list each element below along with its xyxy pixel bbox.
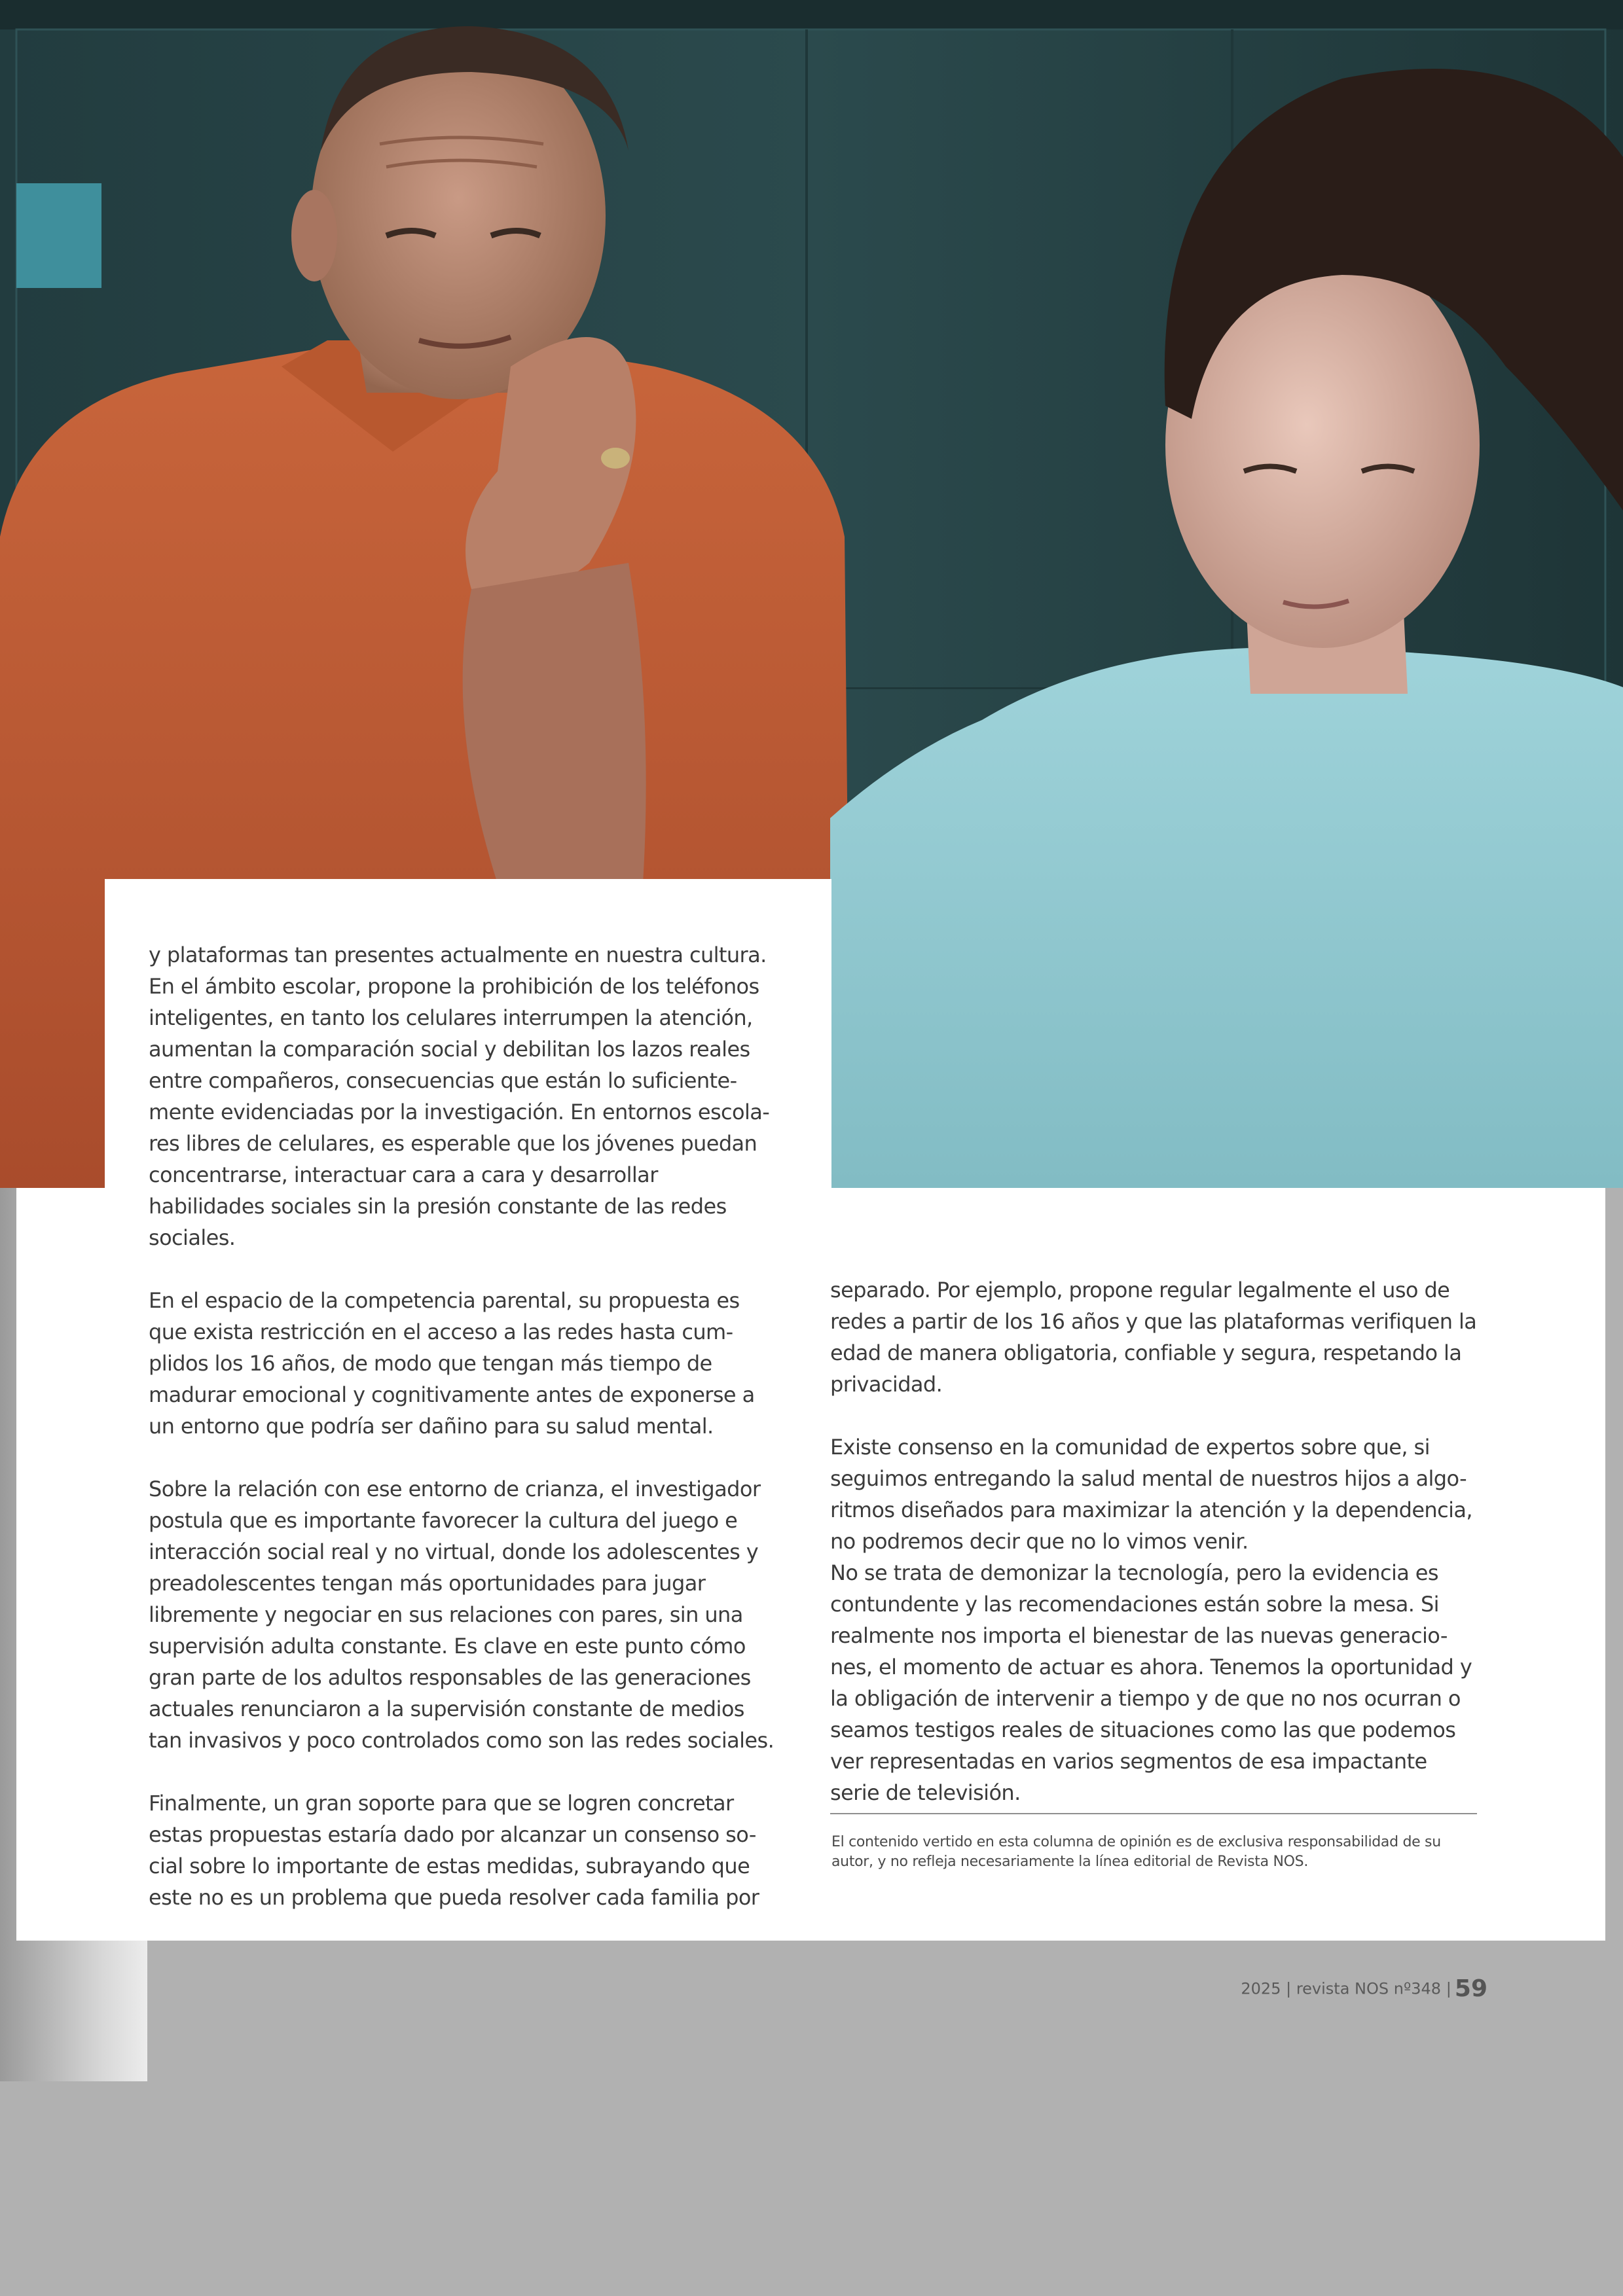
paragraph: separado. Por ejemplo, propone regular legalmente el uso de redes a partir de los 16 años y que las plataformas verifiquen la edad de manera obligatoria, confiable y segura, respetando la privacidad. — [830, 1278, 1477, 1397]
paragraph: No se trata de demonizar la tecnología, pero la evidencia es contundente y las recomendaciones están sobre la mesa. Si realmente nos importa el bienestar de las nuevas generacio-nes, el momento de actuar es ahora. Tenemos la oportunidad y la obligación de intervenir a tiempo y de que no nos ocurran o seamos testigos reales de situaciones como las que podemos ver representadas en varios segmentos de esa impactante serie de televisión. — [830, 1560, 1472, 1805]
page-number: 59 — [1454, 1975, 1487, 2002]
paragraph: Existe consenso en la comunidad de expertos sobre que, si seguimos entregando la salud mental de nuestros hijos a algo-ritmos diseñados para maximizar la atención y la dependencia, no podremos decir que no lo vimos venir. — [830, 1435, 1472, 1554]
left-column — [149, 939, 777, 1913]
paragraph: Sobre la relación con ese entorno de crianza, el investigador postula que es importante favorecer la cultura del juego e interacción social real y no virtual, donde los adolescentes y preadolescentes tengan más oportunidades para jugar libremente y negociar en sus relaciones con pares, sin una supervisión adulta constante. Es clave en este punto cómo gran parte de los adultos responsables de las generaciones actuales renunciaron a la supervisión constante de medios tan invasivos y poco controlados como son las redes sociales. — [149, 1477, 775, 1753]
paragraph: y plataformas tan presentes actualmente en nuestra cultura. En el ámbito escolar, propone la prohibición de los teléfonos inteligentes, en tanto los celulares interrumpen la atención, aumentan la comparación social y debilitan los lazos reales entre compañeros, consecuencias que están lo suficiente-mente evidenciadas por la investigación. En entornos escola-res libres de celulares, es esperable que los jóvenes puedan concentrarse, interactuar cara a cara y desarrollar habilidades sociales sin la presión constante de las redes sociales. — [149, 942, 770, 1250]
issue-label: 2025 | revista NOS nº348 | — [1241, 1979, 1451, 1998]
paragraph: En el espacio de la competencia parental, su propuesta es que exista restricción en el acceso a las redes hasta cum-plidos los 16 años, de modo que tengan más tiempo de madurar emocional y cognitivamente antes de exponerse a un entorno que podría ser dañino para su salud mental. — [149, 1288, 755, 1439]
divider — [830, 1813, 1477, 1814]
disclaimer: El contenido vertido en esta columna de opinión es de exclusiva responsabilidad de su autor, y no refleja necesariamente la línea editorial de Revista NOS. — [831, 1834, 1441, 1870]
paragraph: Finalmente, un gran soporte para que se logren concretar estas propuestas estaría dado por alcanzar un consenso so-cial sobre lo importante de estas medidas, subrayando que este no es un problema que pueda resolver cada familia por — [149, 1791, 759, 1910]
page-footer — [1113, 1975, 1487, 2002]
right-column — [830, 1274, 1478, 1808]
